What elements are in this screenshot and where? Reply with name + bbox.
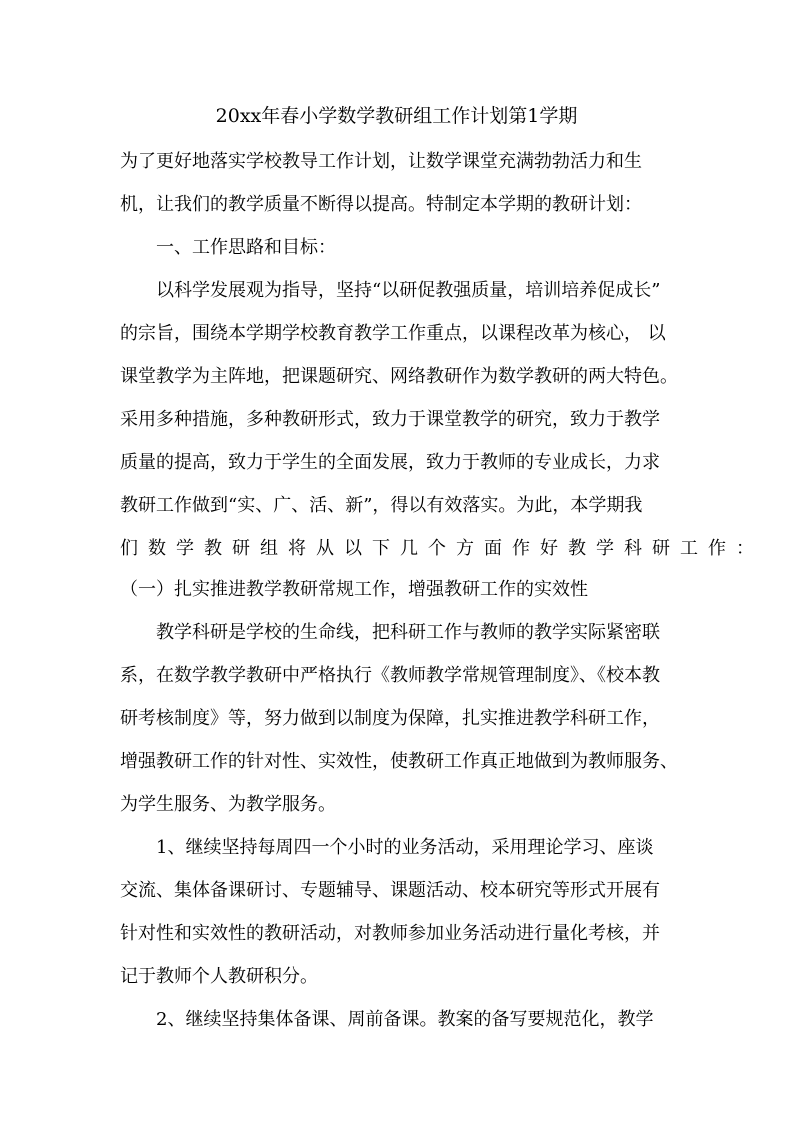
paragraph-line: 研考核制度》等，努力做到以制度为保障，扎实推进教学科研工作， <box>120 708 660 729</box>
document-title: 20xx年春小学数学教研组工作计划第1学期 <box>215 105 578 127</box>
paragraph-line: 质量的提高，致力于学生的全面发展，致力于教师的专业成长，力求 <box>120 452 660 473</box>
paragraph-line: 课堂教学为主阵地，把课题研究、网络教研作为数学教研的两大特色。 <box>120 366 678 387</box>
paragraph-line: 增强教研工作的针对性、实效性，使教研工作真正地做到为教师服务、 <box>120 751 678 772</box>
subsection-heading: （一）扎实推进教学教研常规工作，增强教研工作的实效性 <box>120 579 588 600</box>
list-item-line: 交流、集体备课研讨、专题辅导、课题活动、校本研究等形式开展有 <box>120 880 660 901</box>
list-item-line: 记于教师个人教研积分。 <box>120 966 318 987</box>
list-item-line: 1、继续坚持每周四一个小时的业务活动，采用理论学习、座谈 <box>156 837 654 858</box>
paragraph-line: 机，让我们的教学质量不断得以提高。特制定本学期的教研计划： <box>120 194 642 215</box>
paragraph-line: 系，在数学教学教研中严格执行《教师教学常规管理制度》、《校本教 <box>120 665 660 686</box>
paragraph-line: 采用多种措施，多种教研形式，致力于课堂教学的研究，致力于教学 <box>120 409 660 430</box>
section-heading: 一、工作思路和目标： <box>156 237 336 258</box>
list-item-line: 2、继续坚持集体备课、周前备课。教案的备写要规范化，教学 <box>156 1009 654 1030</box>
paragraph-line: 教研工作做到“实、广、活、新”，得以有效落实。为此，本学期我 <box>120 495 643 516</box>
paragraph-line: 的宗旨，围绕本学期学校教育教学工作重点，以课程改革为核心， 以 <box>120 323 666 344</box>
paragraph-line: 教学科研是学校的生命线，把科研工作与教师的教学实际紧密联 <box>156 622 660 643</box>
list-item-line: 针对性和实效性的教研活动，对教师参加业务活动进行量化考核，并 <box>120 923 660 944</box>
paragraph-line: 为了更好地落实学校教导工作计划，让数学课堂充满勃勃活力和生 <box>120 151 642 172</box>
paragraph-line: 以科学发展观为指导，坚持“以研促教强质量，培训培养促成长” <box>156 280 661 301</box>
paragraph-line: 为学生服务、为教学服务。 <box>120 794 336 815</box>
paragraph-line: 们数学教研组将从以下几个方面作好教学科研工作： <box>120 538 764 559</box>
